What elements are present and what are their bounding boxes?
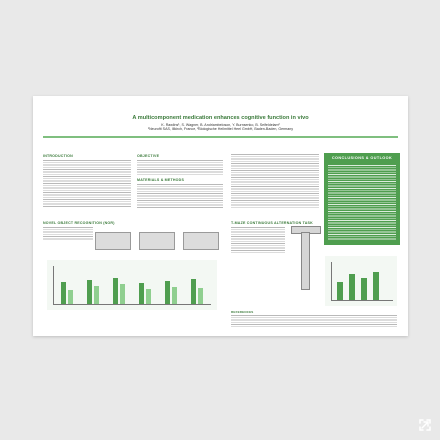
nor-results-chart	[47, 260, 217, 310]
nor-y-axis	[53, 266, 54, 304]
nor-bar	[172, 287, 177, 304]
nor-text	[43, 227, 93, 241]
nor-bar	[68, 290, 73, 304]
nor-bar	[61, 282, 66, 304]
materials-text	[137, 184, 223, 208]
references-section	[231, 310, 321, 314]
poster-header-band	[33, 96, 408, 114]
tmaze-bar	[349, 274, 355, 300]
tmaze-x-axis	[331, 300, 393, 301]
tmaze-section	[231, 221, 321, 225]
nor-bar	[139, 283, 144, 304]
expand-icon-svg	[418, 418, 432, 432]
tmaze-bar	[361, 278, 367, 300]
expand-icon[interactable]	[418, 418, 432, 432]
nor-bar	[146, 289, 151, 304]
materials-heading: MATERIALS & METHODS	[137, 178, 185, 182]
nor-arena-figure	[95, 226, 220, 252]
nor-heading: NOVEL OBJECT RECOGNITION (NOR)	[43, 221, 115, 225]
nor-bar	[120, 284, 125, 304]
nor-x-axis	[53, 304, 211, 305]
nor-bar	[87, 280, 92, 304]
nor-bar	[113, 278, 118, 304]
conclusions-heading: CONCLUSIONS & OUTLOOK	[331, 156, 393, 160]
tmaze-heading: T-MAZE CONTINUOUS ALTERNATION TASK	[231, 221, 313, 225]
nor-section	[43, 221, 193, 225]
poster-image	[33, 96, 408, 336]
references-heading: REFERENCES	[231, 310, 254, 314]
references-text	[231, 315, 397, 327]
introduction-section	[43, 154, 133, 158]
results-text	[231, 154, 319, 208]
author-list: K. Rawlins¹, S. Wagner, B. Andriambeloson, Y. Burnsenko, B. Seifeldelam²	[161, 123, 280, 127]
conclusions-box	[324, 153, 400, 245]
materials-section	[137, 178, 227, 182]
tmaze-y-axis	[331, 262, 332, 300]
nor-arena-3	[183, 232, 219, 250]
title-divider	[43, 136, 398, 138]
tmaze-bar	[337, 282, 343, 300]
tmaze-results-chart	[325, 256, 397, 306]
tmaze-text	[231, 227, 285, 253]
poster-authors	[33, 123, 408, 132]
conclusions-text	[328, 165, 396, 241]
nor-bar	[191, 279, 196, 304]
poster-title: A multicomponent medication enhances cognitive function in vivo	[132, 115, 309, 121]
tmaze-diagram	[291, 226, 319, 290]
nor-arena-2	[139, 232, 175, 250]
tmaze-bar	[373, 272, 379, 300]
objective-text	[137, 160, 223, 175]
nor-bar	[198, 288, 203, 304]
nor-bar	[165, 281, 170, 304]
tmaze-stem	[301, 232, 310, 290]
introduction-text	[43, 160, 131, 208]
nor-bar	[94, 286, 99, 304]
objective-heading: OBJECTIVE	[137, 154, 160, 158]
affiliation-list: ¹Neurofit SAS, Illkirch, France, ²Biologische Heilmittel Heel GmbH, Baden-Baden, Germany	[147, 127, 294, 132]
objective-section	[137, 154, 227, 158]
introduction-heading: INTRODUCTION	[43, 154, 73, 158]
nor-arena-1	[95, 232, 131, 250]
